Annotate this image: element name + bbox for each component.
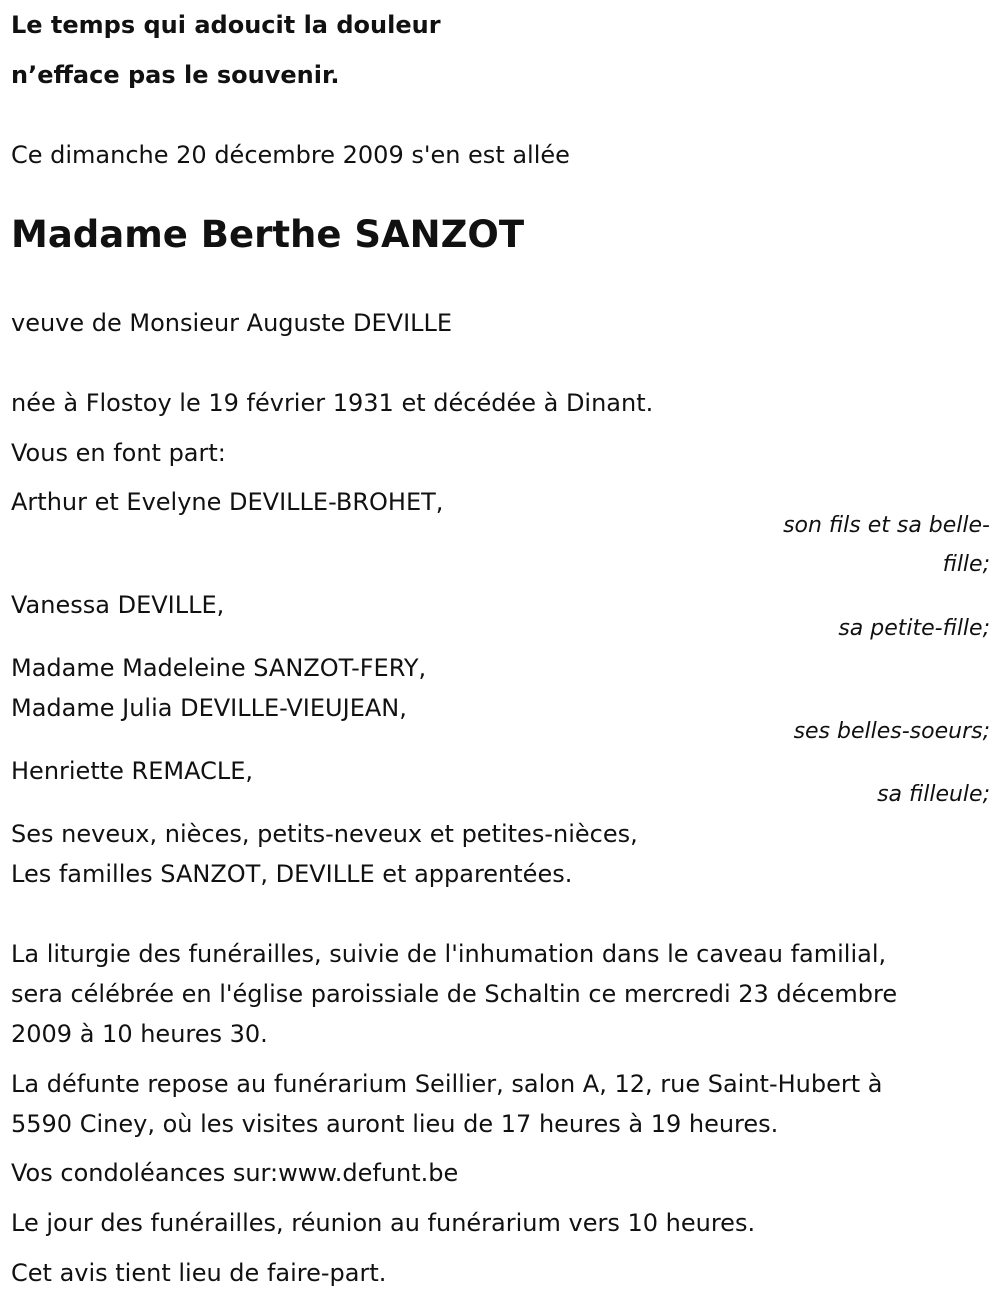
liturgy-line: La liturgie des funérailles, suivie de l'inhumation dans le caveau familial, [11,940,887,968]
repose-line: 5590 Ciney, où les visites auront lieu de 17 heures à 19 heures. [11,1110,779,1138]
announcement-text: Ce dimanche 20 décembre 2009 s'en est allée [11,141,570,169]
epitaph-line-1: Le temps qui adoucit la douleur [11,11,441,39]
meeting-line: Le jour des funérailles, réunion au funérarium vers 10 heures. [11,1209,756,1237]
deceased-name: Madame Berthe SANZOT [11,213,525,256]
family-member-name: Arthur et Evelyne DEVILLE-BROHET, [11,488,444,516]
family-member-name: Madame Julia DEVILLE-VIEUJEAN, [11,694,407,722]
family-intro: Vous en font part: [11,439,226,467]
epitaph-line-2: n’efface pas le souvenir. [11,61,340,89]
liturgy-line: sera célébrée en l'église paroissiale de Schaltin ce mercredi 23 décembre [11,980,898,1008]
extended-family-line: Ses neveux, nièces, petits-neveux et petites-nièces, [11,820,638,848]
condolences-line: Vos condoléances sur:www.defunt.be [11,1159,459,1187]
family-relation: ses belles-soeurs; [793,719,990,744]
extended-family-line: Les familles SANZOT, DEVILLE et apparentées. [11,860,573,888]
family-relation: sa petite-fille; [838,616,990,641]
birth-death-line: née à Flostoy le 19 février 1931 et décédée à Dinant. [11,389,654,417]
family-member-name: Madame Madeleine SANZOT-FERY, [11,654,427,682]
family-relation: sa filleule; [877,782,990,807]
liturgy-line: 2009 à 10 heures 30. [11,1020,268,1048]
spouse-line: veuve de Monsieur Auguste DEVILLE [11,309,453,337]
family-relation: fille; [942,552,990,577]
repose-line: La défunte repose au funérarium Seillier, salon A, 12, rue Saint-Hubert à [11,1070,883,1098]
notice-line: Cet avis tient lieu de faire-part. [11,1259,387,1287]
family-member-name: Henriette REMACLE, [11,757,254,785]
family-member-name: Vanessa DEVILLE, [11,591,225,619]
family-relation: son fils et sa belle- [783,513,990,538]
